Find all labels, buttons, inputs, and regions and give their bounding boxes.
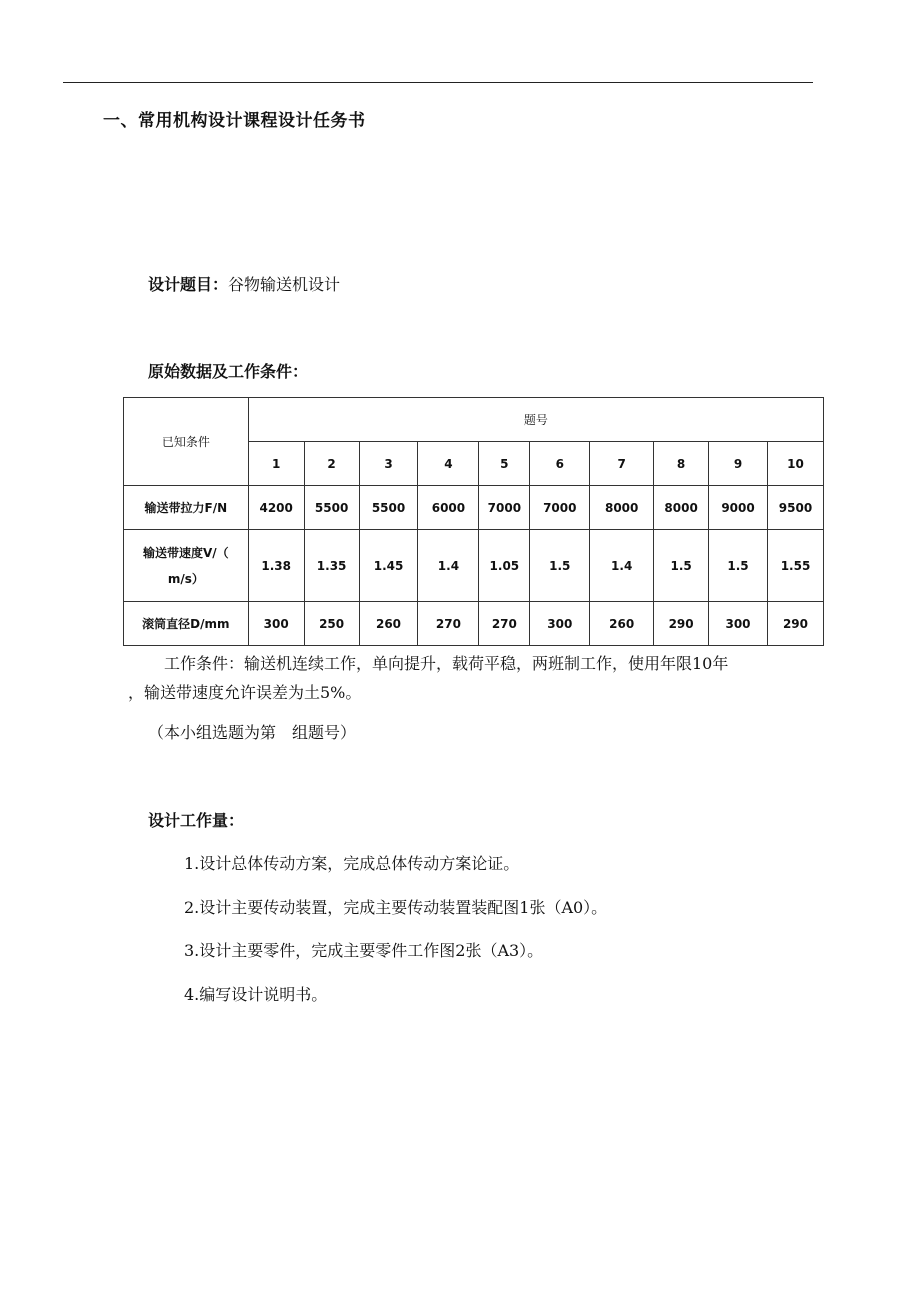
- table-cell: 290: [654, 602, 709, 646]
- table-cell: 5500: [359, 486, 418, 530]
- number-cell: 10: [767, 442, 823, 486]
- table-cell: 1.5: [654, 530, 709, 602]
- table-cell: 1.45: [359, 530, 418, 602]
- table-cell: 7000: [479, 486, 530, 530]
- table-cell: 300: [248, 602, 304, 646]
- table-cell: 270: [418, 602, 479, 646]
- number-header: 题号: [248, 398, 823, 442]
- work-conditions-line1: 工作条件：输送机连续工作，单向提升，载荷平稳，两班制工作，使用年限10年: [164, 654, 729, 673]
- table-cell: 260: [359, 602, 418, 646]
- table-cell: 1.4: [590, 530, 654, 602]
- table-row: [124, 602, 824, 646]
- row-label-speed-line1: 输送带速度V/（: [143, 545, 229, 560]
- section-heading: 一、常用机构设计课程设计任务书: [103, 111, 366, 131]
- table-cell: 250: [304, 602, 359, 646]
- table-cell: 8000: [654, 486, 709, 530]
- work-conditions-line2: ，输送带速度允许误差为土5%。: [128, 683, 362, 702]
- number-cell: 1: [248, 442, 304, 486]
- table-cell: 1.38: [248, 530, 304, 602]
- workload-item: 4.编写设计说明书。: [184, 985, 328, 1004]
- design-topic-label: 设计题目：: [148, 275, 229, 294]
- table-cell: 6000: [418, 486, 479, 530]
- design-topic-value: 谷物输送机设计: [228, 275, 341, 294]
- table-header-row: [124, 398, 824, 442]
- data-heading: 原始数据及工作条件：: [148, 362, 309, 381]
- table-cell: 7000: [530, 486, 590, 530]
- table-cell: 9000: [709, 486, 768, 530]
- table-cell: 270: [479, 602, 530, 646]
- table-cell: 300: [530, 602, 590, 646]
- number-cell: 6: [530, 442, 590, 486]
- workload-item: 3.设计主要零件，完成主要零件工作图2张（A3）。: [184, 941, 544, 960]
- table-row: [124, 530, 824, 602]
- table-cell: 5500: [304, 486, 359, 530]
- table-cell: 4200: [248, 486, 304, 530]
- known-conditions-header: 已知条件: [124, 398, 249, 486]
- table-cell: 290: [767, 602, 823, 646]
- number-cell: 8: [654, 442, 709, 486]
- number-cell: 7: [590, 442, 654, 486]
- row-label-speed-line2: m/s）: [167, 571, 204, 586]
- header-rule: [63, 82, 813, 83]
- workload-heading: 设计工作量：: [148, 811, 245, 830]
- table-cell: 1.05: [479, 530, 530, 602]
- table-cell: 300: [709, 602, 768, 646]
- design-topic: [148, 272, 340, 295]
- group-note: （本小组选题为第 组题号）: [148, 723, 357, 742]
- number-cell: 3: [359, 442, 418, 486]
- table-cell: 9500: [767, 486, 823, 530]
- table-cell: 260: [590, 602, 654, 646]
- table-cell: 1.5: [709, 530, 768, 602]
- workload-item: 2.设计主要传动装置，完成主要传动装置装配图1张（A0）。: [184, 898, 608, 917]
- table-cell: 1.4: [418, 530, 479, 602]
- workload-item: 1.设计总体传动方案，完成总体传动方案论证。: [184, 854, 520, 873]
- row-label-speed: [124, 530, 249, 602]
- number-cell: 9: [709, 442, 768, 486]
- table-cell: 8000: [590, 486, 654, 530]
- table-cell: 1.5: [530, 530, 590, 602]
- table-cell: 1.55: [767, 530, 823, 602]
- row-label-diameter: 滚筒直径D/mm: [124, 602, 249, 646]
- table-cell: 1.35: [304, 530, 359, 602]
- table-row: [124, 486, 824, 530]
- row-label-force: 输送带拉力F/N: [124, 486, 249, 530]
- parameters-table: [123, 397, 824, 646]
- number-cell: 5: [479, 442, 530, 486]
- number-cell: 4: [418, 442, 479, 486]
- number-cell: 2: [304, 442, 359, 486]
